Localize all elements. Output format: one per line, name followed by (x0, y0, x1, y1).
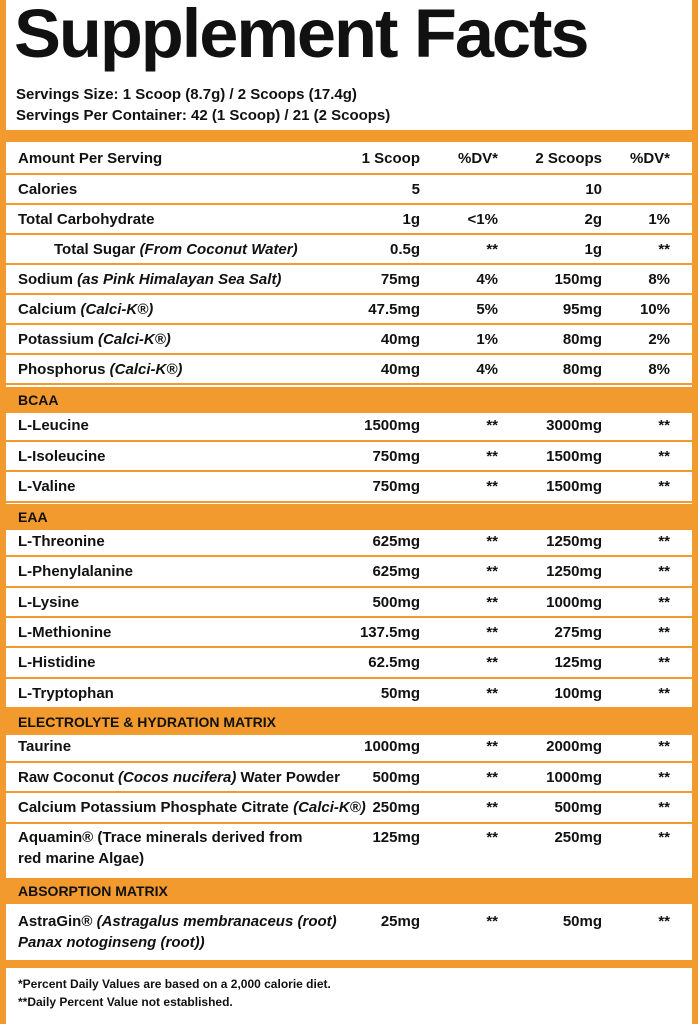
ingredient-source: (Calci-K®) (293, 799, 366, 816)
amount-2-scoops: 2000mg (546, 738, 602, 755)
dv-2-scoops: ** (658, 768, 670, 786)
dv-2-scoops: ** (658, 654, 670, 672)
dv-2-scoops: 1% (648, 211, 670, 228)
ingredient-name (18, 769, 340, 786)
dv-1-scoop: ** (486, 829, 498, 846)
ingredient-name (54, 241, 298, 258)
row-divider (6, 616, 692, 618)
row-divider (6, 822, 692, 824)
dv-2-scoops: ** (658, 623, 670, 641)
amount-1-scoop: 625mg (372, 563, 420, 581)
panel-title: Supplement Facts (14, 0, 588, 72)
dv-2-scoops: ** (658, 563, 670, 581)
ingredient-label: L-Valine (18, 478, 76, 495)
ingredient-label: L-Leucine (18, 417, 89, 434)
section-absorption (0, 878, 698, 904)
dv-2-scoops: ** (658, 417, 670, 434)
dv-1-scoop: ** (486, 417, 498, 434)
ingredient-name (18, 448, 106, 465)
amount-1-scoop: 62.5mg (368, 654, 420, 672)
row-divider (6, 383, 692, 385)
amount-per-serving-label: Amount Per Serving (18, 150, 163, 167)
amount-2-scoops: 1500mg (546, 478, 602, 495)
dv-1-scoop: ** (486, 241, 498, 258)
section-label: EAA (18, 509, 48, 525)
ingredient-label: Phosphorus (18, 361, 110, 378)
dv-1-scoop: ** (486, 913, 498, 930)
ingredient-label: Calcium Potassium Phosphate Citrate (18, 799, 294, 816)
amount-2-scoops: 80mg (562, 331, 602, 348)
ingredient-source: (Calci-K®) (98, 331, 171, 348)
amount-2-scoops: 500mg (554, 799, 602, 816)
dv-2-scoops: 2% (648, 331, 670, 348)
thick-divider (0, 130, 698, 142)
amount-1-scoop: 1g (402, 211, 420, 228)
ingredient-source: (Cocos nucifera) (118, 768, 237, 786)
amount-1-scoop: 625mg (372, 533, 420, 550)
ingredient-detail-cont (18, 934, 205, 951)
dv-1-scoop: ** (486, 684, 498, 702)
ingredient-name (18, 361, 182, 378)
amount-1-scoop: 25mg (380, 913, 420, 930)
amount-1-scoop: 50mg (380, 684, 420, 702)
ingredient-label: L-Lysine (18, 593, 80, 611)
dv-2-scoops: ** (658, 684, 670, 702)
ingredient-label: L-Threonine (18, 533, 105, 550)
amount-1-scoop: 40mg (380, 331, 420, 348)
ingredient-detail: Panax notoginseng (root)) (18, 934, 205, 951)
dv-1-scoop: ** (486, 799, 498, 816)
row-divider (6, 761, 692, 763)
dv-2-scoops: 8% (648, 271, 670, 288)
dv-1-scoop: ** (486, 623, 498, 641)
amount-2-scoops: 1000mg (546, 593, 602, 611)
ingredient-name (18, 478, 76, 495)
section-bcaa (0, 387, 698, 413)
amount-2-scoops: 1250mg (546, 533, 602, 550)
section-label: ELECTROLYTE & HYDRATION MATRIX (18, 714, 276, 730)
ingredient-name: Aquamin® (Trace minerals derived from (18, 829, 303, 846)
amount-2-scoops: 50mg (562, 913, 602, 930)
amount-2-scoops: 100mg (554, 684, 602, 702)
amount-1-scoop: 40mg (380, 361, 420, 378)
dv-2-scoops: ** (658, 913, 670, 930)
ingredient-name (18, 799, 366, 816)
ingredient-label: Sodium (18, 271, 78, 288)
row-divider (6, 233, 692, 235)
dv-1-scoop: ** (486, 768, 498, 786)
amount-1-scoop: 1500mg (364, 417, 420, 434)
footnote-dv: *Percent Daily Values are based on a 2,000 calorie diet. (18, 977, 331, 991)
row-divider (6, 293, 692, 295)
ingredient-label: L-Methionine (18, 623, 112, 641)
ingredient-name (18, 685, 114, 702)
section-label: BCAA (18, 392, 59, 408)
ingredient-name (18, 594, 79, 611)
dv-2-scoops: ** (658, 447, 670, 465)
ingredient-label: Calories (18, 181, 78, 198)
amount-2-scoops: 1250mg (546, 563, 602, 581)
row-divider (6, 555, 692, 557)
amount-1-scoop: 500mg (372, 768, 420, 786)
dv-1-scoop: ** (486, 563, 498, 581)
amount-2-scoops: 1500mg (546, 447, 602, 465)
row-divider (6, 353, 692, 355)
amount-1-scoop: 5 (411, 181, 420, 198)
ingredient-name (18, 417, 89, 434)
amount-1-scoop: 0.5g (389, 241, 420, 258)
ingredient-name (18, 654, 96, 671)
amount-1-scoop: 1000mg (364, 738, 420, 755)
thick-divider (0, 960, 698, 968)
section-label: ABSORPTION MATRIX (18, 883, 168, 899)
dv-2-scoops: ** (658, 241, 670, 258)
ingredient-name (18, 563, 133, 580)
dv-1-scoop: ** (486, 654, 498, 672)
dv-1-scoop: <1% (467, 211, 498, 228)
ingredient-name (18, 533, 105, 550)
amount-2-scoops: 1000mg (546, 768, 602, 786)
one-scoop-header: 1 Scoop (361, 150, 420, 167)
dv-1-scoop: 1% (476, 331, 498, 348)
dv-1-scoop: ** (486, 533, 498, 550)
ingredient-label: Taurine (18, 738, 72, 755)
row-divider (6, 173, 692, 175)
row-divider (6, 263, 692, 265)
amount-2-scoops: 80mg (562, 361, 602, 378)
ingredient-name (18, 738, 71, 755)
amount-2-scoops: 10 (585, 181, 602, 198)
section-eaa (0, 504, 698, 530)
two-scoops-header: 2 Scoops (535, 150, 602, 167)
ingredient-name (18, 271, 281, 288)
row-divider (6, 586, 692, 588)
dv-2-scoops: ** (658, 738, 670, 755)
amount-2-scoops: 2g (584, 211, 602, 228)
ingredient-name (18, 331, 171, 348)
dv-2-scoops: 10% (639, 301, 670, 318)
row-divider (6, 646, 692, 648)
row-divider (6, 203, 692, 205)
amount-1-scoop: 750mg (372, 447, 420, 465)
amount-2-scoops: 275mg (554, 623, 602, 641)
dv-header-2: %DV* (629, 150, 670, 167)
ingredient-label-suffix: Water Powder (236, 768, 340, 786)
amount-1-scoop: 137.5mg (359, 623, 420, 641)
ingredient-name (18, 301, 153, 318)
amount-1-scoop: 75mg (380, 271, 420, 288)
dv-2-scoops: ** (658, 478, 670, 495)
ingredient-source: (Calci-K®) (109, 361, 183, 378)
row-divider (6, 323, 692, 325)
amount-2-scoops: 1g (584, 241, 602, 258)
dv-2-scoops: ** (658, 593, 670, 611)
amount-1-scoop: 500mg (372, 593, 420, 611)
row-divider (6, 791, 692, 793)
ingredient-label: L-Tryptophan (18, 684, 114, 702)
ingredient-label: Calcium (18, 301, 81, 318)
ingredient-name-cont: red marine Algae) (18, 850, 145, 867)
dv-2-scoops: ** (658, 829, 670, 846)
amount-1-scoop: 750mg (372, 478, 420, 495)
dv-2-scoops: ** (658, 533, 670, 550)
ingredient-name (18, 913, 337, 930)
dv-header-1: %DV* (457, 150, 498, 167)
serving-size: Servings Size: 1 Scoop (8.7g) / 2 Scoops (17.4g) (16, 86, 357, 103)
row-divider (6, 440, 692, 442)
ingredient-source: (as Pink Himalayan Sea Salt) (77, 271, 282, 288)
amount-1-scoop: 250mg (372, 799, 420, 816)
amount-2-scoops: 250mg (554, 829, 602, 846)
dv-2-scoops: ** (658, 799, 670, 816)
row-divider (6, 501, 692, 503)
amount-2-scoops: 95mg (562, 301, 602, 318)
amount-2-scoops: 125mg (554, 654, 602, 672)
amount-1-scoop: 125mg (372, 829, 420, 846)
ingredient-label: L-Histidine (18, 654, 96, 672)
dv-1-scoop: ** (486, 593, 498, 611)
ingredient-label: L-Isoleucine (18, 447, 106, 465)
amount-1-scoop: 47.5mg (368, 301, 420, 318)
ingredient-name (18, 624, 111, 641)
footnote-not-established: **Daily Percent Value not established. (18, 995, 233, 1009)
ingredient-label: Potassium (18, 331, 99, 348)
ingredient-label: Raw Coconut (18, 768, 118, 786)
dv-1-scoop: ** (486, 738, 498, 755)
dv-1-scoop: 4% (476, 271, 498, 288)
dv-2-scoops: 8% (648, 361, 670, 378)
amount-2-scoops: 3000mg (546, 417, 602, 434)
ingredient-source: (From Coconut Water) (139, 241, 298, 258)
row-divider (6, 677, 692, 679)
ingredient-name (18, 181, 77, 198)
section-electrolyte (0, 709, 698, 735)
ingredient-label: L-Phenylalanine (18, 563, 134, 581)
ingredient-source: (Calci-K®) (80, 301, 154, 318)
row-divider (6, 470, 692, 472)
ingredient-detail: (Astragalus membranaceus (root) (92, 913, 337, 930)
ingredient-brand: AstraGin® (18, 913, 93, 930)
servings-per-container: Servings Per Container: 42 (1 Scoop) / 21 (2 Scoops) (16, 107, 391, 124)
amount-2-scoops: 150mg (554, 271, 602, 288)
dv-1-scoop: 4% (476, 361, 498, 378)
dv-1-scoop: 5% (476, 301, 498, 318)
ingredient-name (18, 211, 154, 228)
ingredient-label: Total Sugar (54, 241, 140, 258)
dv-1-scoop: ** (486, 447, 498, 465)
dv-1-scoop: ** (486, 478, 498, 495)
ingredient-label: Total Carbohydrate (18, 211, 155, 228)
